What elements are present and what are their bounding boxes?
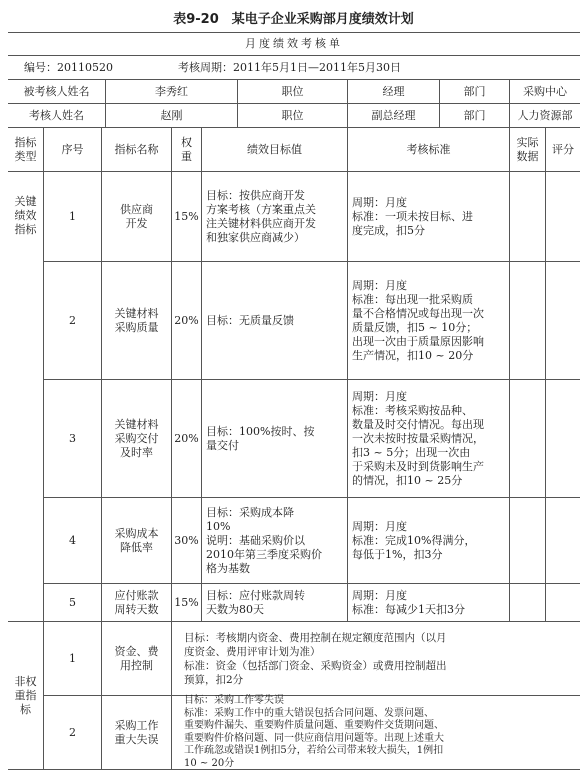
- row-score: [546, 498, 580, 584]
- row-score: [546, 380, 580, 498]
- row-standard: 周期：月度 标准：一项未按目标、进 度完成，扣5分: [348, 172, 510, 262]
- row-name: 采购工作 重大失误: [102, 696, 172, 770]
- row-standard: 周期：月度 标准：考核采购按品种、 数量及时交付情况。每出现 一次未按时按量采购情况， 扣3 ~ 5分；出现一次由 于采购未及时到货影响生产 的情况，扣10 ~ 25分: [348, 380, 510, 498]
- row-name: 资金、费 用控制: [102, 622, 172, 696]
- row-weight: 30%: [172, 498, 202, 584]
- appraiser-dept: 人力资源部: [510, 104, 580, 128]
- row-actual: [510, 498, 546, 584]
- appraisee-position: 经理: [348, 80, 440, 104]
- header-target: 绩效目标值: [202, 128, 348, 172]
- row-weight: 20%: [172, 380, 202, 498]
- row-actual: [510, 584, 546, 622]
- header-name: 指标名称: [102, 128, 172, 172]
- header-standard: 考核标准: [348, 128, 510, 172]
- row-score: [546, 584, 580, 622]
- row-no: 2: [44, 262, 102, 380]
- row-score: [546, 172, 580, 262]
- row-score: [546, 262, 580, 380]
- row-actual: [510, 262, 546, 380]
- row-weight: 20%: [172, 262, 202, 380]
- header-score: 评分: [546, 128, 580, 172]
- header-type: 指标 类型: [8, 128, 44, 172]
- row-target: 目标：应付账款周转 天数为80天: [202, 584, 348, 622]
- row-no: 3: [44, 380, 102, 498]
- row-actual: [510, 380, 546, 498]
- row-target: 目标：无质量反馈: [202, 262, 348, 380]
- header-no: 序号: [44, 128, 102, 172]
- appraiser-position: 副总经理: [348, 104, 440, 128]
- appraiser-dept-label: 部门: [440, 104, 510, 128]
- table-title: 表9-20 某电子企业采购部月度绩效计划: [173, 12, 414, 27]
- row-no: 5: [44, 584, 102, 622]
- appraiser-position-label: 职位: [238, 104, 348, 128]
- group-key-kpi-spacer: [8, 260, 44, 622]
- group-key-kpi: 关键 绩效 指标: [8, 172, 44, 260]
- form-period: 考核周期：2011年5月1日—2011年5月30日: [178, 56, 580, 80]
- appraisal-sheet: [8, 32, 580, 770]
- row-standard: 周期：月度 标准：完成10%得满分， 每低于1%，扣3分: [348, 498, 510, 584]
- row-actual: [510, 172, 546, 262]
- row-no: 1: [44, 622, 102, 696]
- header-weight: 权 重: [172, 128, 202, 172]
- row-standard: 周期：月度 标准：每出现一批采购质 量不合格情况或每出现一次 质量反馈，扣5 ~ 10分； 出现一次由于质量原因影响 生产情况，扣10 ~ 20分: [348, 262, 510, 380]
- row-weight: 15%: [172, 584, 202, 622]
- appraisee-name: 李秀红: [106, 80, 238, 104]
- row-name: 关键材料 采购质量: [102, 262, 172, 380]
- appraiser-name: 赵刚: [106, 104, 238, 128]
- row-text: 目标：采购工作零失误 标准：采购工作中的重大错误包括合同问题、发票问题、 重要购件漏失、重要购件质量问题、重要购件交货期问题、 重要购件价格问题、同一供应商信用问题等。出现上述重大 工作疏忽或错误1例扣5分，若给公司带来较大损失，1例扣 10 ~ 20分: [172, 696, 580, 770]
- row-name: 供应商 开发: [102, 172, 172, 262]
- appraiser-label: 考核人姓名: [8, 104, 106, 128]
- group-non-weighted: 非权 重指 标: [8, 622, 44, 770]
- appraisee-label: 被考核人姓名: [8, 80, 106, 104]
- sheet-title: 月度绩效考核单: [8, 32, 580, 56]
- row-standard: 周期：月度 标准：每减少1天扣3分: [348, 584, 510, 622]
- row-weight: 15%: [172, 172, 202, 262]
- row-target: 目标：按供应商开发 方案考核（方案重点关 注关键材料供应商开发 和独家供应商减少）: [202, 172, 348, 262]
- header-actual: 实际 数据: [510, 128, 546, 172]
- row-name: 应付账款 周转天数: [102, 584, 172, 622]
- appraisee-dept: 采购中心: [510, 80, 580, 104]
- row-target: 目标：100%按时、按 量交付: [202, 380, 348, 498]
- row-target: 目标：采购成本降 10% 说明：基础采购价以 2010年第三季度采购价 格为基数: [202, 498, 348, 584]
- row-name: 关键材料 采购交付 及时率: [102, 380, 172, 498]
- row-no: 4: [44, 498, 102, 584]
- row-name: 采购成本 降低率: [102, 498, 172, 584]
- appraisee-dept-label: 部门: [440, 80, 510, 104]
- row-text: 目标：考核期内资金、费用控制在规定额度范围内（以月 度资金、费用评审计划为准） 标准：资金（包括部门资金、采购资金）或费用控制超出 预算，扣2分: [172, 622, 580, 696]
- form-code: 编号：20110520: [8, 56, 178, 80]
- appraisee-position-label: 职位: [238, 80, 348, 104]
- row-no: 2: [44, 696, 102, 770]
- row-no: 1: [44, 172, 102, 262]
